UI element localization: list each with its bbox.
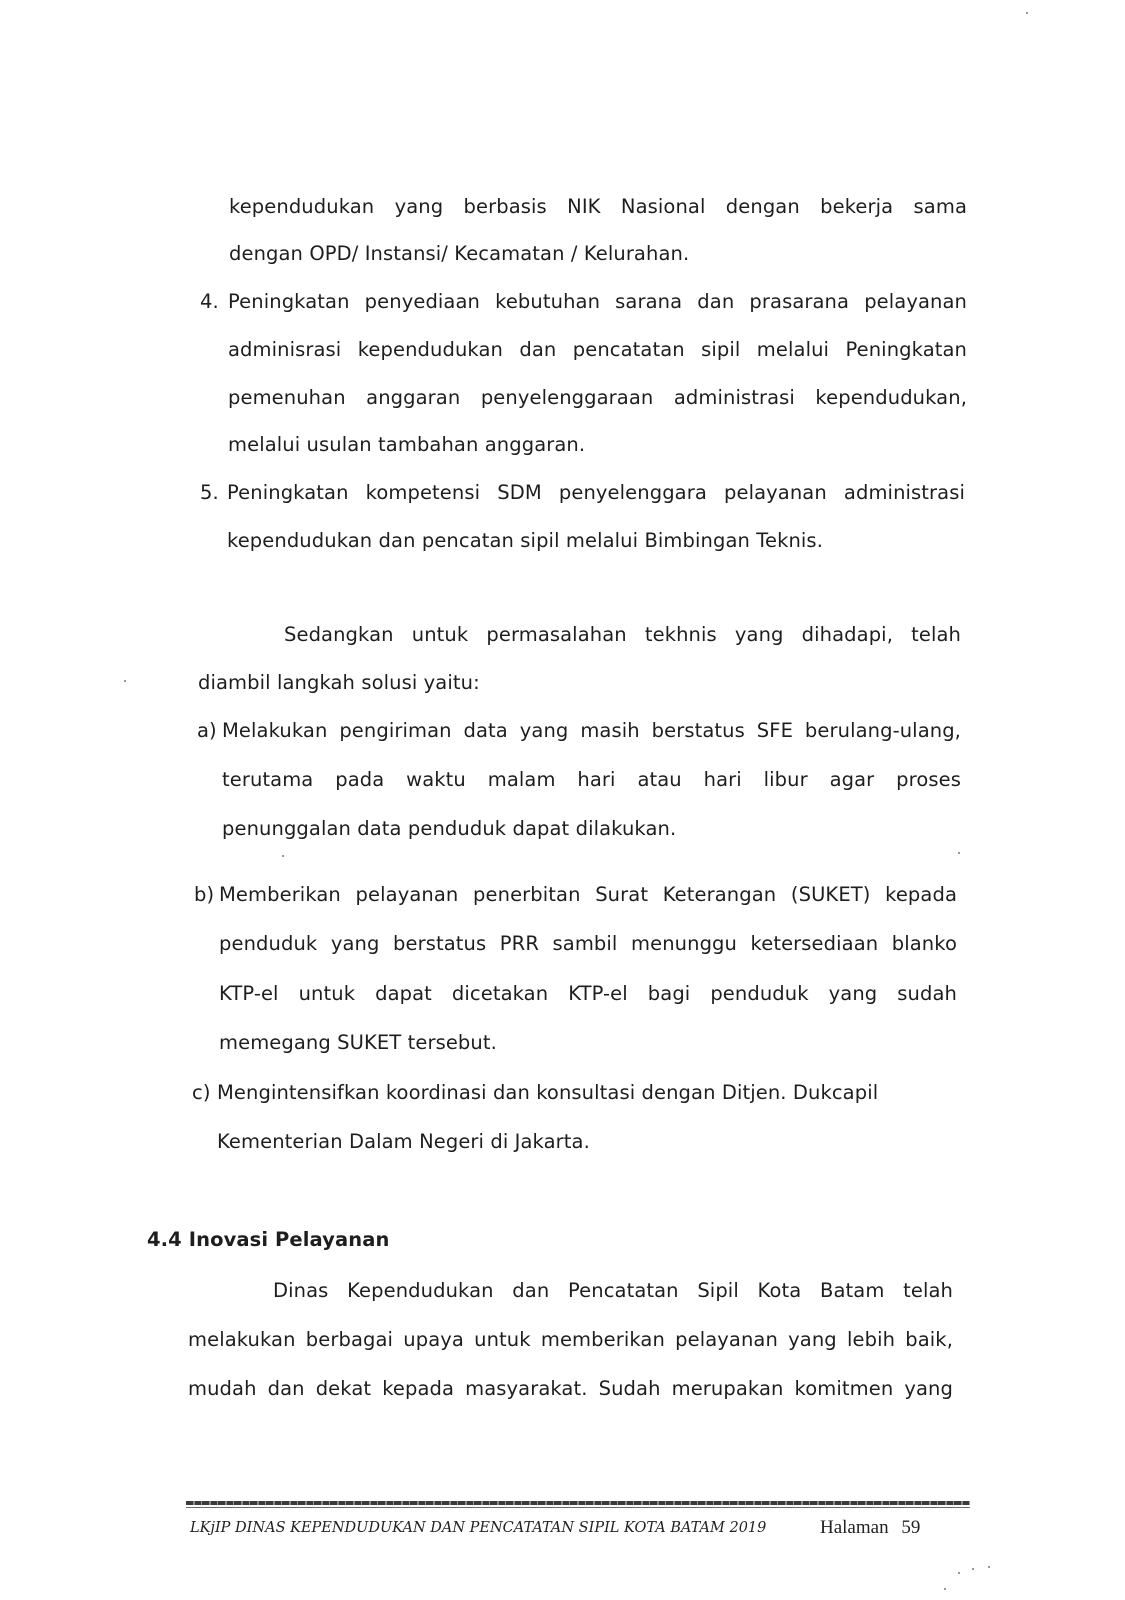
item-4-line-4: melalui usulan tambahan anggaran.	[228, 433, 586, 456]
item-a-line-1: Melakukan pengiriman data yang masih berstatus SFE berulang-ulang,	[222, 719, 961, 742]
scan-speck	[988, 1566, 990, 1568]
item-c-marker: c)	[192, 1081, 211, 1104]
footer-document-title: LKjIP DINAS KEPENDUDUKAN DAN PENCATATAN SIPIL KOTA BATAM 2019	[190, 1520, 767, 1536]
item-4-line-1: Peningkatan penyediaan kebutuhan sarana dan prasarana pelayanan	[228, 290, 967, 313]
scan-speck	[124, 680, 126, 682]
section-paragraph-line-2: melakukan berbagai upaya untuk memberikan pelayanan yang lebih baik,	[188, 1328, 953, 1351]
item-a-line-2: terutama pada waktu malam hari atau hari libur agar proses	[222, 768, 961, 791]
scan-speck	[944, 1588, 946, 1590]
item-5-marker: 5.	[200, 481, 219, 504]
continuation-line-2: dengan OPD/ Instansi/ Kecamatan / Kelurahan.	[229, 242, 690, 265]
item-5-line-2: kependudukan dan pencatan sipil melalui Bimbingan Teknis.	[227, 529, 823, 552]
scan-speck	[958, 852, 960, 854]
item-a-line-3: penunggalan data penduduk dapat dilakukan.	[222, 817, 677, 840]
footer-rule	[186, 1501, 970, 1505]
section-paragraph-line-3: mudah dan dekat kepada masyarakat. Sudah merupakan komitmen yang	[188, 1377, 953, 1400]
item-4-line-3: pemenuhan anggaran penyelenggaraan administrasi kependudukan,	[228, 386, 967, 409]
item-c-line-1: Mengintensifkan koordinasi dan konsultasi dengan Ditjen. Dukcapil	[217, 1081, 879, 1104]
section-paragraph-line-1: Dinas Kependudukan dan Pencatatan Sipil Kota Batam telah	[273, 1279, 953, 1302]
scan-speck	[1026, 12, 1028, 14]
item-b-line-2: penduduk yang berstatus PRR sambil menunggu ketersediaan blanko	[219, 932, 957, 955]
continuation-line-1: kependudukan yang berbasis NIK Nasional dengan bekerja sama	[229, 195, 967, 218]
item-c-line-2: Kementerian Dalam Negeri di Jakarta.	[217, 1130, 590, 1153]
footer-page-number: 59	[901, 1517, 921, 1538]
item-4-line-2: adminisrasi kependudukan dan pencatatan sipil melalui Peningkatan	[228, 338, 967, 361]
scan-speck	[282, 855, 284, 857]
scan-speck	[958, 1572, 960, 1574]
section-heading: 4.4 Inovasi Pelayanan	[147, 1228, 390, 1251]
footer-page-indicator	[820, 1517, 920, 1539]
item-b-marker: b)	[194, 883, 215, 906]
item-b-line-3: KTP-el untuk dapat dicetakan KTP-el bagi penduduk yang sudah	[219, 982, 957, 1005]
intro-line-2: diambil langkah solusi yaitu:	[198, 671, 480, 694]
item-4-marker: 4.	[200, 290, 219, 313]
scan-speck	[972, 1568, 974, 1570]
item-5-line-1: Peningkatan kompetensi SDM penyelenggara pelayanan administrasi	[227, 481, 965, 504]
footer-rule-thin	[186, 1507, 970, 1508]
footer-page-label: Halaman	[820, 1517, 889, 1538]
item-b-line-1: Memberikan pelayanan penerbitan Surat Keterangan (SUKET) kepada	[219, 883, 957, 906]
intro-line-1: Sedangkan untuk permasalahan tekhnis yang dihadapi, telah	[284, 623, 961, 646]
item-b-line-4: memegang SUKET tersebut.	[219, 1031, 497, 1054]
item-a-marker: a)	[197, 719, 217, 742]
